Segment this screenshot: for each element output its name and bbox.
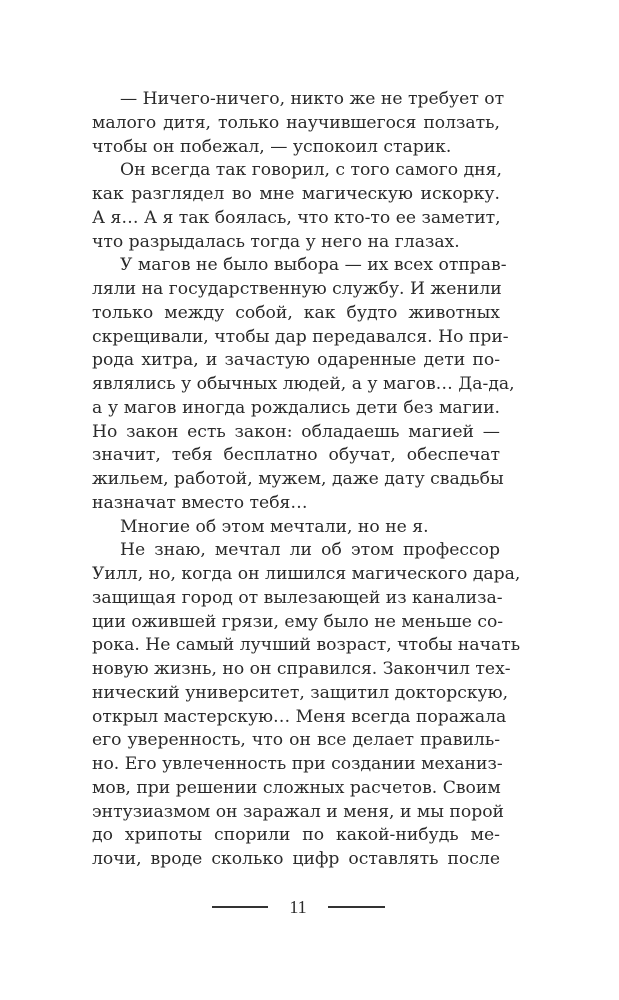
text-line: как разглядел во мне магическую искорку. xyxy=(92,184,500,204)
text-line: Уилл, но, когда он лишился магического дара, xyxy=(92,564,521,584)
text-line: Многие об этом мечтали, но не я. xyxy=(120,516,429,537)
footer-rule-left xyxy=(212,906,268,908)
text-line: ляли на государственную службу. И женили xyxy=(92,279,502,299)
page-footer xyxy=(0,895,619,919)
text-line: открыл мастерскую… Меня всегда поражала xyxy=(92,706,507,727)
text-line: лочи, вроде сколько цифр оставлять после xyxy=(92,849,500,869)
text-line: рода хитра, и зачастую одаренные дети по- xyxy=(92,350,500,371)
text-line: нический университет, защитил докторскую, xyxy=(92,682,509,703)
text-line: У магов не было выбора — их всех отправ- xyxy=(120,255,507,276)
text-line: являлись у обычных людей, а у магов… Да-да, xyxy=(92,374,515,394)
text-line: назначат вместо тебя… xyxy=(92,492,308,513)
text-line: но. Его увлеченность при создании механиз- xyxy=(92,754,503,774)
text-line: Он всегда так говорил, с того самого дня, xyxy=(120,160,502,181)
text-line: а у магов иногда рождались дети без магии. xyxy=(92,397,500,418)
paragraph xyxy=(92,254,515,515)
paragraph xyxy=(92,88,505,159)
text-line: ции ожившей грязи, ему было не меньше со- xyxy=(92,611,504,632)
text-line: А я… А я так боялась, что кто-то ее заметит, xyxy=(92,207,501,228)
text-line: мов, при решении сложных расчетов. Своим xyxy=(92,777,501,798)
paragraph xyxy=(92,539,521,872)
text-line: только между собой, как будто животных xyxy=(92,302,500,323)
text-line: жильем, работой, мужем, даже дату свадьбы xyxy=(92,469,504,489)
text-line: Не знаю, мечтал ли об этом профессор xyxy=(120,540,500,561)
text-line: чтобы он побежал, — успокоил старик. xyxy=(92,136,452,157)
text-line: значит, тебя бесплатно обучат, обеспечат xyxy=(92,445,500,466)
text-line: малого дитя, только научившегося ползать, xyxy=(92,112,500,133)
text-line: его уверенность, что он все делает правиль- xyxy=(92,730,500,751)
text-line: энтузиазмом он заражал и меня, и мы порой xyxy=(92,801,505,822)
text-line: новую жизнь, но он справился. Закончил тех- xyxy=(92,659,511,679)
text-line: Но закон есть закон: обладаешь магией — xyxy=(92,421,500,442)
footer-rule-right xyxy=(328,906,385,908)
text-line: рока. Не самый лучший возраст, чтобы начать xyxy=(92,635,521,656)
text-line: что разрыдалась тогда у него на глазах. xyxy=(92,231,460,252)
paragraph xyxy=(92,159,500,254)
text-line: скрещивали, чтобы дар передавался. Но при- xyxy=(92,326,509,347)
body-text xyxy=(92,88,521,872)
paragraph xyxy=(92,516,500,540)
text-line: до хрипоты спорили по какой-нибудь ме- xyxy=(92,825,500,846)
page-number: 11 xyxy=(289,897,307,917)
text-line: — Ничего-ничего, никто же не требует от xyxy=(120,89,505,109)
text-line: защищая город от вылезающей из канализа- xyxy=(92,587,503,608)
